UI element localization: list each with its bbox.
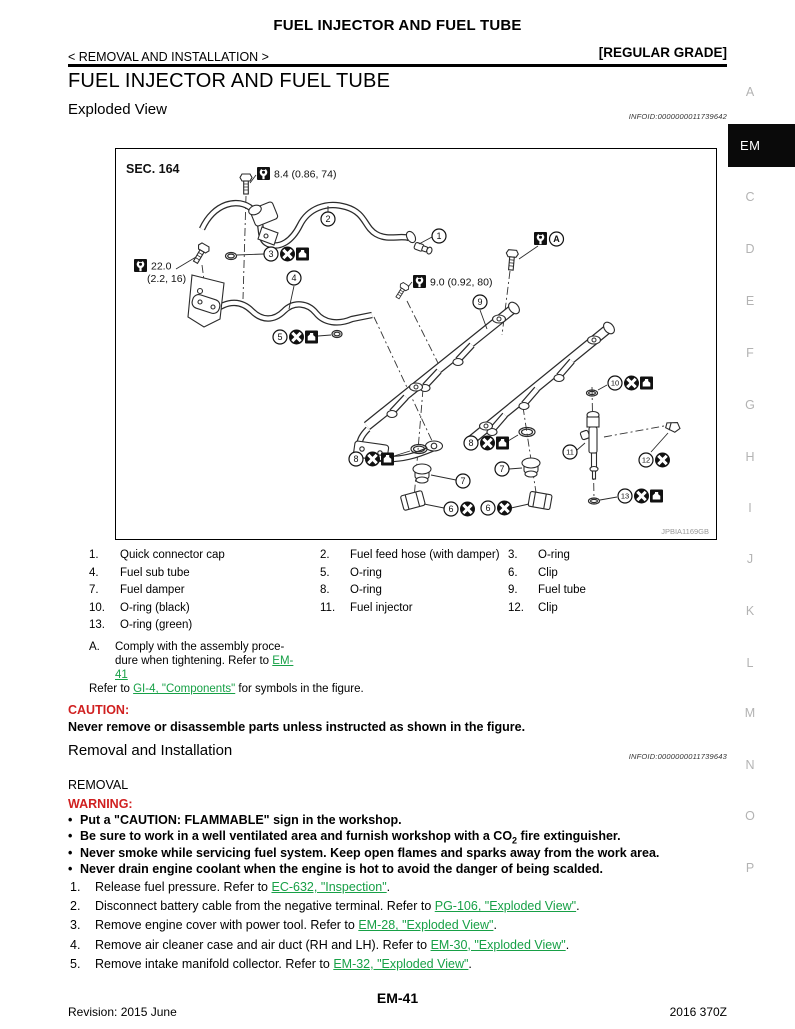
link-prefix-text: Remove engine cover with power tool. Refer to (95, 918, 359, 933)
do-not-reuse-icon (624, 376, 639, 391)
sidebar-letter-n: N (745, 758, 755, 772)
warning-item (68, 862, 733, 878)
callout-12 (639, 453, 670, 468)
callout-5 (273, 330, 318, 345)
part-number: 11. (320, 601, 336, 614)
sidebar-letter-p: P (745, 861, 755, 875)
link-suffix-text: . (468, 956, 472, 971)
step-number: 4. (70, 937, 81, 952)
diagram-text: 6 (485, 503, 491, 514)
sidebar-letter-o: O (745, 809, 755, 823)
diagram-text: 13 (620, 491, 630, 501)
fuel-feed-hose (202, 203, 409, 245)
diagram-text: 2 (325, 214, 331, 225)
ref-link[interactable]: EC-632, "Inspection" (271, 880, 387, 894)
link-suffix-text: . (386, 880, 391, 894)
link-suffix-text: . (493, 918, 497, 933)
part-label: Fuel sub tube (120, 566, 190, 579)
note-a-num: A. (89, 641, 100, 653)
step-number: 5. (70, 956, 81, 971)
step-row (70, 957, 760, 976)
callout-11 (563, 445, 577, 459)
bullet-dot: • (68, 862, 73, 877)
torque-label (134, 259, 186, 285)
warning-item (68, 813, 733, 829)
apply-lubricant-icon (305, 331, 318, 344)
sidebar-letter-e: E (745, 294, 755, 308)
note-a-line: Comply with the assembly proce- (115, 641, 285, 653)
diagram-text: 4 (291, 273, 297, 284)
diagram-text: 8.4 (0.86, 74) (274, 168, 337, 181)
link-prefix-text: Remove intake manifold collector. Refer to (95, 956, 334, 971)
link-prefix-text: Refer to (89, 683, 134, 695)
bolt-22-0 (190, 242, 210, 265)
diagram-text: 6 (448, 504, 454, 515)
link-prefix-text: Release fuel pressure. Refer to (95, 880, 272, 894)
diagram-text: (2.2, 16) (147, 273, 187, 285)
clip-12 (665, 420, 681, 433)
diagram-text: 9 (477, 297, 483, 308)
exploded-view-heading: Exploded View (68, 101, 167, 118)
torque-symbol-icon (413, 275, 426, 288)
do-not-reuse-icon (289, 330, 304, 345)
link-suffix-text: for symbols in the figure. (235, 683, 364, 695)
sidebar-letter-h: H (745, 450, 755, 464)
diagram-text: 8 (353, 454, 359, 465)
apply-lubricant-icon (650, 490, 663, 503)
part-label: Quick connector cap (120, 549, 225, 561)
callout-7 (456, 474, 470, 488)
diagram-text: 10 (610, 378, 620, 388)
part-label: Fuel injector (350, 601, 413, 614)
infoid-exploded-view: INFOID:0000000011739642 (628, 112, 727, 121)
callout-3 (264, 247, 309, 262)
clip-6-right (528, 491, 552, 510)
diagram-text: SEC. 164 (126, 162, 180, 176)
figure-watermark: JPBIA1169GB (661, 527, 709, 536)
diagram-text: 7 (499, 464, 505, 475)
part-number: 10. (89, 601, 105, 614)
diagram-text: 1 (436, 231, 442, 242)
bullet-dot: • (68, 845, 73, 860)
torque-label (413, 275, 492, 289)
sidebar-letter-m: M (744, 706, 756, 720)
callout-6 (481, 501, 512, 516)
apply-lubricant-icon (381, 453, 394, 466)
ref-link[interactable]: PG-106, "Exploded View" (434, 899, 577, 914)
part-number: 1. (89, 549, 99, 561)
hose-damper-assembly (247, 201, 278, 245)
part-number: 2. (320, 549, 330, 561)
page-header-title: FUEL INJECTOR AND FUEL TUBE (273, 17, 522, 34)
sidebar-letter-c: C (745, 190, 755, 204)
diagram-text: 3 (268, 249, 274, 260)
sidebar-letter-i: I (748, 501, 752, 515)
caution-label: CAUTION: (68, 703, 130, 717)
warning-item (68, 829, 733, 845)
diagram-text: 11 (566, 447, 574, 457)
link-prefix-text: Disconnect battery cable from the negative terminal. Refer to (95, 899, 435, 914)
warning-text: Be sure to work in a well ventilated area and furnish workshop with a CO (80, 829, 513, 844)
callout-6 (444, 502, 475, 517)
diagram-text: A (553, 234, 560, 245)
callout-7 (495, 462, 509, 476)
removal-installation-heading: Removal and Installation (68, 742, 233, 759)
removal-subheading: REMOVAL (68, 778, 129, 792)
do-not-reuse-icon (480, 436, 495, 451)
bolt-8-4 (240, 174, 252, 194)
diagram-text: 22.0 (151, 260, 172, 273)
torque-symbol-icon (257, 167, 270, 180)
subscript: 2 (512, 835, 518, 846)
removal-steps (70, 880, 760, 976)
do-not-reuse-icon (365, 452, 380, 467)
callout-9 (473, 295, 487, 309)
ref-link[interactable]: EM-28, "Exploded View" (358, 918, 494, 933)
step-row (70, 938, 760, 957)
sidebar-letter-k: K (745, 604, 755, 618)
part-label: O-ring (350, 566, 382, 579)
warning-text: Never drain engine coolant when the engine is hot to avoid the danger of being scalded. (80, 862, 603, 877)
footer-model: 2016 370Z (669, 1005, 727, 1019)
step-row (70, 918, 760, 937)
note-a (89, 640, 297, 683)
diagram-text: 7 (460, 476, 466, 487)
fuel-damper-left (413, 464, 431, 483)
part-label: Fuel tube (538, 584, 586, 596)
callout-4 (287, 271, 301, 285)
apply-lubricant-icon (640, 377, 653, 390)
exploded-view-figure (115, 148, 717, 540)
sidebar-letter-j: J (746, 552, 754, 566)
refer-symbols-line (89, 683, 364, 695)
part-number: 7. (89, 584, 99, 596)
do-not-reuse-icon (280, 247, 295, 262)
part-label: Fuel feed hose (with damper) (350, 549, 500, 561)
bullet-dot: • (68, 829, 73, 844)
exploded-diagram-art (116, 149, 715, 538)
warning-item (68, 846, 733, 862)
ref-link-em41[interactable]: EM-41 (115, 655, 294, 682)
fuel-sub-tube (213, 303, 372, 323)
ref-link[interactable]: EM-32, "Exploded View" (333, 956, 469, 971)
callout-1 (432, 229, 446, 243)
bolt-9-0 (393, 282, 410, 301)
part-number: 4. (89, 566, 99, 579)
warning-label: WARNING: (68, 797, 133, 811)
ref-link[interactable]: EM-30, "Exploded View" (430, 937, 566, 952)
footer-page-code: EM-41 (376, 990, 419, 1006)
do-not-reuse-icon (497, 501, 512, 516)
diagram-text: 12 (641, 455, 651, 465)
part-label: Fuel damper (120, 584, 185, 596)
part-number: 12. (508, 601, 524, 614)
step-number: 1. (70, 880, 81, 894)
sidebar-letter-a: A (745, 85, 755, 99)
part-label: Clip (538, 566, 558, 579)
part-number: 5. (320, 566, 330, 579)
step-row (70, 880, 760, 899)
section-title: FUEL INJECTOR AND FUEL TUBE (68, 70, 391, 92)
diagram-text: 5 (277, 332, 283, 343)
diagram-text: 9.0 (0.92, 80) (430, 276, 493, 289)
link-suffix-text: . (576, 899, 580, 914)
infoid-removal-installation: INFOID:0000000011739643 (628, 752, 727, 761)
diagram-text: 8 (468, 438, 474, 449)
part-number: 9. (508, 584, 518, 596)
apply-lubricant-icon (496, 437, 509, 450)
link-suffix-text: . (565, 937, 570, 952)
callout-8 (349, 452, 394, 467)
bullet-dot: • (68, 813, 73, 827)
part-label: O-ring (538, 549, 570, 561)
tab-em-active[interactable] (728, 124, 795, 167)
clip-6-left (400, 490, 425, 510)
part-label: Clip (538, 601, 558, 614)
do-not-reuse-icon (634, 489, 649, 504)
do-not-reuse-icon (655, 453, 670, 468)
fuel-damper-right (522, 458, 540, 477)
fuel-rail-left (367, 300, 522, 426)
tab-em-label: EM (740, 138, 761, 153)
parts-list (89, 549, 691, 637)
part-number: 3. (508, 549, 518, 561)
part-number: 8. (320, 584, 330, 596)
sidebar-letter-d: D (745, 242, 755, 256)
grade-badge: [REGULAR GRADE] (598, 45, 727, 60)
caution-text: Never remove or disassemble parts unless instructed as shown in the figure. (68, 720, 526, 734)
sidebar-letter-l: L (746, 656, 754, 670)
footer-revision: Revision: 2015 June (68, 1005, 177, 1019)
sidebar-letter-f: F (746, 346, 754, 360)
link-prefix-text: Remove air cleaner case and air duct (RH and LH). Refer to (95, 937, 431, 952)
part-label: O-ring (black) (120, 601, 190, 614)
part-label: O-ring (green) (120, 619, 193, 631)
breadcrumb-removal-installation: < REMOVAL AND INSTALLATION > (68, 50, 269, 64)
callout-8 (464, 436, 509, 451)
bolt-ref-a (505, 250, 519, 271)
header-rule (68, 64, 727, 67)
quick-connector-cap (414, 242, 433, 255)
ref-marker-a (534, 232, 564, 246)
torque-symbol-icon (534, 232, 547, 245)
warning-list (68, 813, 733, 879)
warning-text: fire extinguisher. (517, 829, 621, 844)
part-label: O-ring (350, 584, 382, 596)
ref-link[interactable]: GI-4, "Components" (133, 683, 236, 695)
step-row (70, 899, 760, 918)
note-a-line: dure when tightening. Refer to (115, 655, 273, 668)
torque-label (257, 167, 336, 181)
part-number: 13. (89, 619, 105, 631)
apply-lubricant-icon (296, 248, 309, 261)
torque-symbol-icon (134, 259, 147, 272)
callout-10 (608, 376, 653, 391)
do-not-reuse-icon (460, 502, 475, 517)
warning-text: Never smoke while servicing fuel system. Keep open flames and sparks away from the work area. (80, 845, 660, 860)
part-number: 6. (508, 566, 518, 579)
warning-text: Put a "CAUTION: FLAMMABLE" sign in the workshop. (80, 813, 402, 827)
hose-end-fitting (405, 230, 418, 244)
sidebar-letter-g: G (745, 398, 755, 412)
step-number: 3. (70, 918, 81, 933)
callout-13 (618, 489, 663, 504)
note-a-text (115, 640, 297, 683)
callout-2 (321, 212, 335, 226)
step-number: 2. (70, 899, 81, 914)
